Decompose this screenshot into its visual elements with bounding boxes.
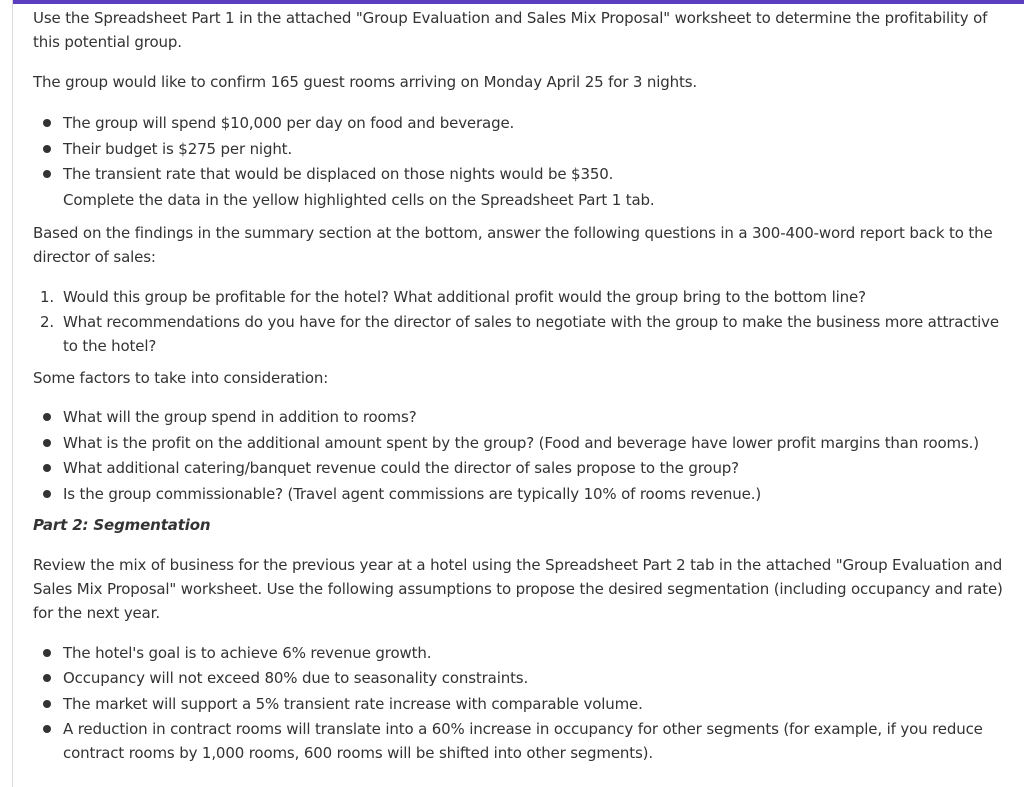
- assignment-document: [33, 6, 1018, 767]
- bullet-icon: [43, 119, 51, 127]
- list-item: What is the profit on the additional amount spent by the group? (Food and beverage have lower profit margins than rooms.): [33, 431, 1018, 455]
- part2-heading: Part 2: Segmentation: [33, 515, 211, 534]
- list-item: The group will spend $10,000 per day on food and beverage.: [33, 111, 1018, 135]
- bullet-icon: [43, 700, 51, 708]
- bullet-icon: [43, 649, 51, 657]
- findings-instruction: Based on the findings in the summary section at the bottom, answer the following questions in a 300-400-word report back to the director of sales:: [33, 223, 993, 266]
- group-details-list: [33, 111, 1018, 186]
- bullet-icon: [43, 413, 51, 421]
- bullet-icon: [43, 170, 51, 178]
- list-item: The market will support a 5% transient rate increase with comparable volume.: [33, 692, 1018, 716]
- part1-intro: Use the Spreadsheet Part 1 in the attached "Group Evaluation and Sales Mix Proposal" worksheet to determine the profitability of this potential group.: [33, 9, 988, 51]
- list-item: 1. Would this group be profitable for the hotel? What additional profit would the group bring to the bottom line?: [40, 287, 866, 306]
- left-border: [12, 0, 13, 787]
- bullet-icon: [43, 490, 51, 498]
- group-confirmation: The group would like to confirm 165 guest rooms arriving on Monday April 25 for 3 nights.: [33, 73, 698, 91]
- top-accent-bar: [12, 0, 1024, 4]
- list-item: The transient rate that would be displaced on those nights would be $350.: [33, 162, 1018, 186]
- bullet-icon: [43, 464, 51, 472]
- list-item: What will the group spend in addition to rooms?: [33, 405, 1018, 429]
- factors-intro: Some factors to take into consideration:: [33, 369, 329, 387]
- assumptions-list: [33, 641, 1018, 766]
- factors-list: [33, 405, 1018, 506]
- bullet-icon: [43, 725, 51, 733]
- list-item: Their budget is $275 per night.: [33, 137, 1018, 161]
- list-item: Is the group commissionable? (Travel agent commissions are typically 10% of rooms revenue.): [33, 482, 1018, 506]
- bullet-icon: [43, 674, 51, 682]
- spreadsheet-instruction: Complete the data in the yellow highlighted cells on the Spreadsheet Part 1 tab.: [63, 190, 655, 209]
- bullet-icon: [43, 439, 51, 447]
- list-item: The hotel's goal is to achieve 6% revenue growth.: [33, 641, 1018, 665]
- part2-review: Review the mix of business for the previous year at a hotel using the Spreadsheet Part 2 tab in the attached "Group Evaluation and Sales Mix Proposal" worksheet. Use the following assumptions to propose the desired segmentation (including occupancy and rate) for the next year.: [33, 555, 1003, 622]
- list-item: A reduction in contract rooms will translate into a 60% increase in occupancy for other segments (for example, if you reduce contract rooms by 1,000 rooms, 600 rooms will be shifted into other segments).: [33, 717, 1018, 765]
- bullet-icon: [43, 145, 51, 153]
- list-item: What additional catering/banquet revenue could the director of sales propose to the group?: [33, 456, 1018, 480]
- list-item: Occupancy will not exceed 80% due to seasonality constraints.: [33, 666, 1018, 690]
- report-questions-list: [33, 285, 1018, 359]
- list-item: 2. What recommendations do you have for the director of sales to negotiate with the group to make the business more attractive to the hotel?: [40, 313, 999, 355]
